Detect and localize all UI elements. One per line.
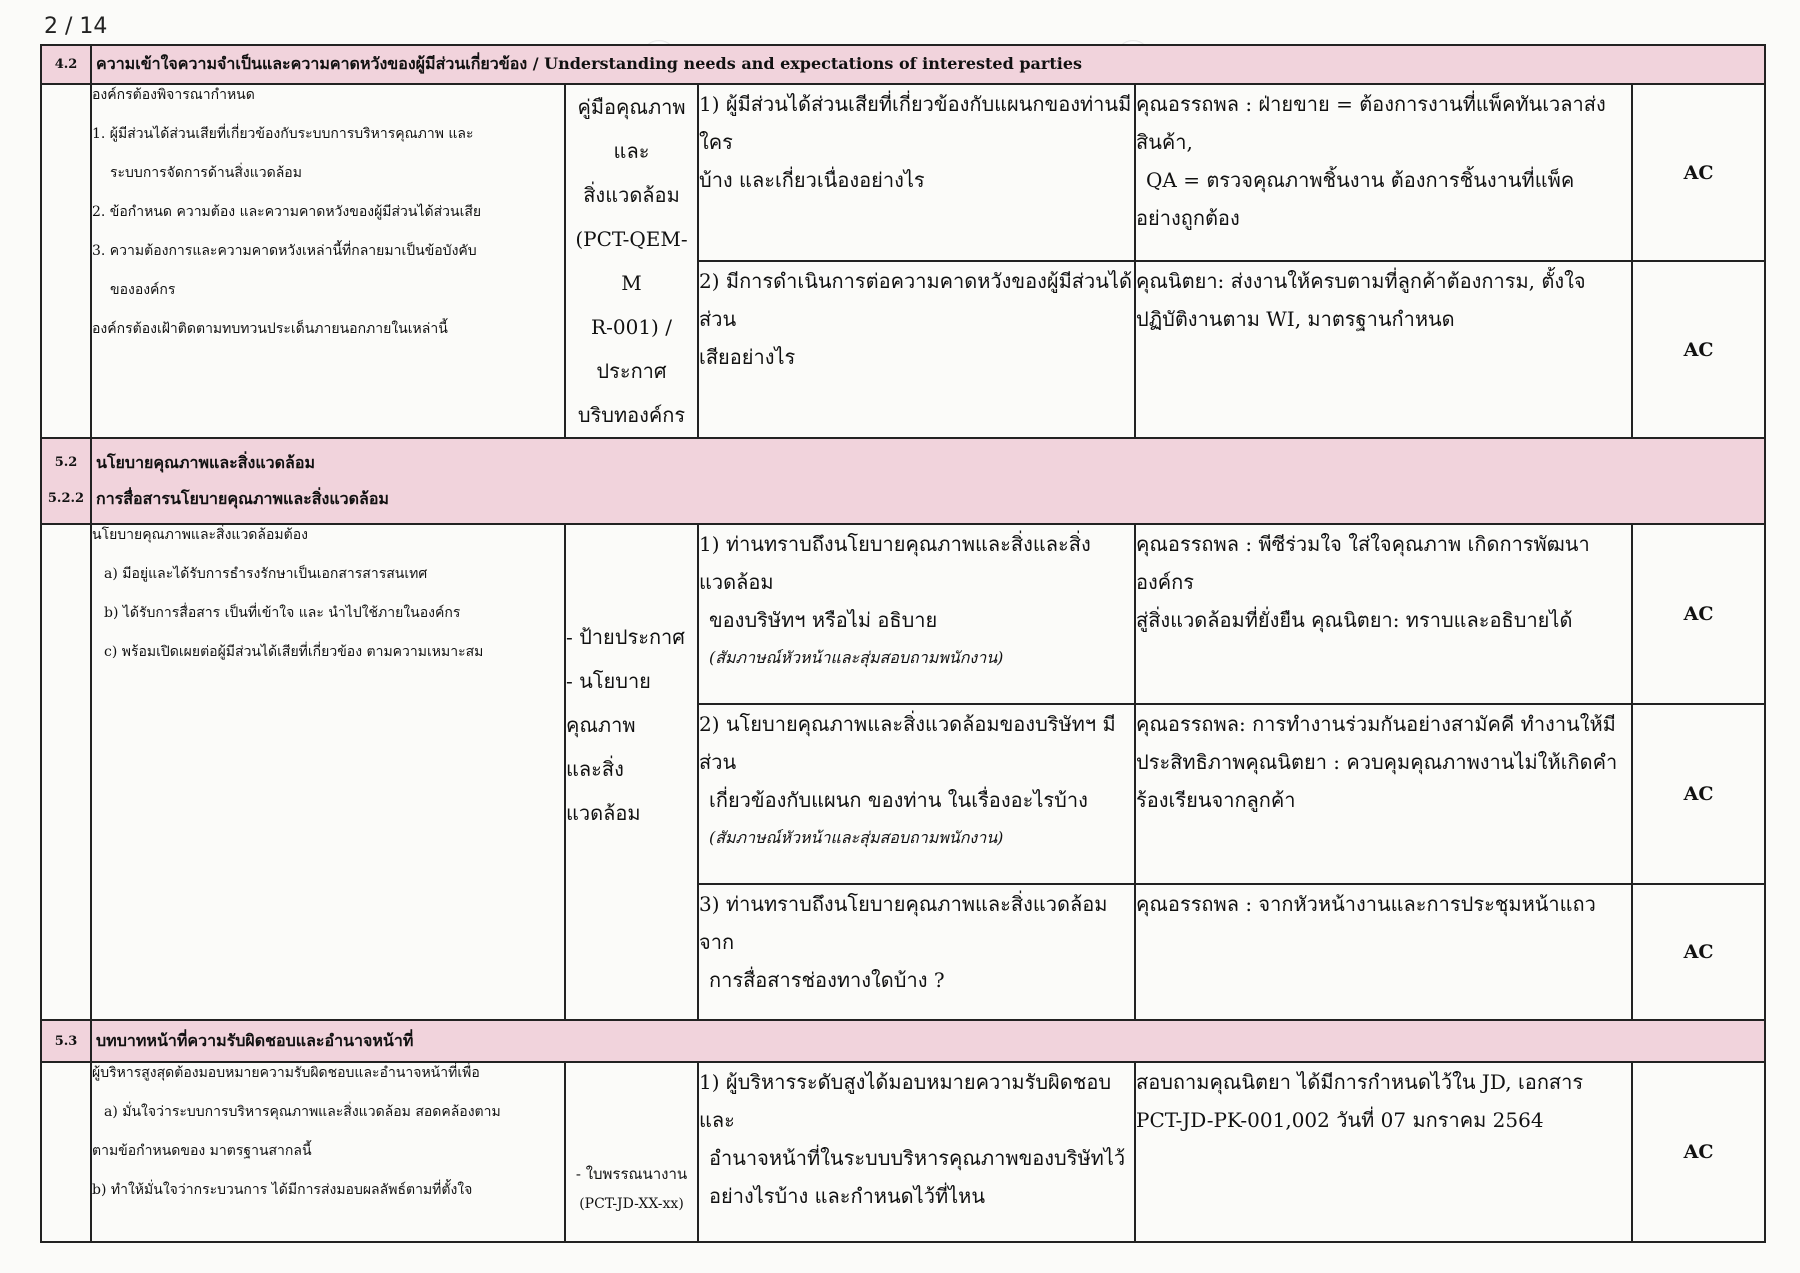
audit-question: 3) ท่านทราบถึงนโยบายคุณภาพและสิ่งแวดล้อมจาก การสื่อสารช่องทางใดบ้าง ? (698, 884, 1135, 1020)
audit-evidence: คุณอรรถพล: การทำงานร่วมกันอย่างสามัคคี ทำงานให้มี ประสิทธิภาพคุณนิตยา : ควบคุมคุณภาพงานไม่ให้เกิดคำ ร้องเรียนจากลูกค้า (1135, 704, 1632, 884)
section-title: ความเข้าใจความจำเป็นและความคาดหวังของผู้มีส่วนเกี่ยวข้อง / Understanding needs and expectations of interested parties (91, 45, 1765, 84)
section-number: 4.2 (41, 45, 91, 84)
reference-document: - ป้ายประกาศ - นโยบายคุณภาพ และสิ่งแวดล้อม (565, 524, 698, 1020)
reference-document: - ใบพรรณนางาน (PCT-JD-XX-xx) (565, 1062, 698, 1242)
audit-evidence: สอบถามคุณนิตยา ได้มีการกำหนดไว้ใน JD, เอกสาร PCT-JD-PK-001,002 วันที่ 07 มกราคม 2564 (1135, 1062, 1632, 1242)
audit-result: AC (1632, 261, 1765, 438)
audit-result: AC (1632, 1062, 1765, 1242)
audit-question: 2) นโยบายคุณภาพและสิ่งแวดล้อมของบริษัทฯ มีส่วน เกี่ยวข้องกับแผนก ของท่าน ในเรื่องอะไรบ้าง (สัมภาษณ์หัวหน้าและสุ่มสอบถามพนักงาน) (698, 704, 1135, 884)
section-title: บทบาทหน้าที่ความรับผิดชอบและอำนาจหน้าที่ (91, 1020, 1765, 1062)
section-title: นโยบายคุณภาพและสิ่งแวดล้อม การสื่อสารนโยบายคุณภาพและสิ่งแวดล้อม (91, 438, 1765, 524)
audit-question: 1) ท่านทราบถึงนโยบายคุณภาพและสิ่งและสิ่งแวดล้อม ของบริษัทฯ หรือไม่ อธิบาย (สัมภาษณ์หัวหน้าและสุ่มสอบถามพนักงาน) (698, 524, 1135, 704)
requirement-text: นโยบายคุณภาพและสิ่งแวดล้อมต้อง a) มีอยู่และได้รับการธำรงรักษาเป็นเอกสารสารสนเทศ b) ได้รับการสื่อสาร เป็นที่เข้าใจ และ นำไปใช้ภายในองค์กร c) พร้อมเปิดเผยต่อผู้มีส่วนได้เสียที่เกี่ยวข้อง ตามความเหมาะสม (91, 524, 565, 1020)
section-number: 5.2 5.2.2 (41, 438, 91, 524)
table-row (41, 524, 1765, 704)
audit-question: 1) ผู้มีส่วนได้ส่วนเสียที่เกี่ยวข้องกับแผนกของท่านมีใคร บ้าง และเกี่ยวเนื่องอย่างไร (698, 84, 1135, 261)
page-number: 2 / 14 (44, 14, 108, 39)
audit-evidence: คุณนิตยา: ส่งงานให้ครบตามที่ลูกค้าต้องการม, ตั้งใจ ปฏิบัติงานตาม WI, มาตรฐานกำหนด (1135, 261, 1632, 438)
audit-question: 1) ผู้บริหารระดับสูงได้มอบหมายความรับผิดชอบและ อำนาจหน้าที่ในระบบบริหารคุณภาพของบริษัทไว้ อย่างไรบ้าง และกำหนดไว้ที่ไหน (698, 1062, 1135, 1242)
audit-result: AC (1632, 704, 1765, 884)
requirement-text: องค์กรต้องพิจารณากำหนด 1. ผู้มีส่วนได้ส่วนเสียที่เกี่ยวข้องกับระบบการบริหารคุณภาพ และ ระบบการจัดการด้านสิ่งแวดล้อม 2. ข้อกำหนด ความต้อง และความคาดหวังของผู้มีส่วนได้ส่วนเสีย 3. ความต้องการและความคาดหวังเหล่านี้ที่กลายมาเป็นข้อบังคับ ขององค์กร องค์กรต้องเฝ้าติดตามทบทวนประเด็นภายนอกภายในเหล่านี้ (91, 84, 565, 438)
audit-result: AC (1632, 84, 1765, 261)
table-row (41, 1062, 1765, 1242)
audit-question: 2) มีการดำเนินการต่อความคาดหวังของผู้มีส่วนได้ส่วน เสียอย่างไร (698, 261, 1135, 438)
audit-result: AC (1632, 884, 1765, 1020)
section-header-5-3 (41, 1020, 1765, 1062)
reference-document: คู่มือคุณภาพ และ สิ่งแวดล้อม (PCT-QEM-M R-001) / ประกาศ บริบทองค์กร (565, 84, 698, 438)
section-header-4-2 (41, 45, 1765, 84)
audit-evidence: คุณอรรถพล : จากหัวหน้างานและการประชุมหน้าแถว (1135, 884, 1632, 1020)
section-header-5-2 (41, 438, 1765, 524)
audit-checklist-table (40, 44, 1766, 1243)
requirement-text: ผู้บริหารสูงสุดต้องมอบหมายความรับผิดชอบและอำนาจหน้าที่เพื่อ a) มั่นใจว่าระบบการบริหารคุณภาพและสิ่งแวดล้อม สอดคล้องตาม ตามข้อกำหนดของ มาตรฐานสากลนี้ b) ทำให้มั่นใจว่ากระบวนการ ได้มีการส่งมอบผลลัพธ์ตามที่ตั้งใจ (91, 1062, 565, 1242)
audit-result: AC (1632, 524, 1765, 704)
audit-evidence: คุณอรรถพล : ฝ่ายขาย = ต้องการงานที่แพ็คทันเวลาส่งสินค้า, QA = ตรวจคุณภาพชิ้นงาน ต้องการชิ้นงานที่แพ็ค อย่างถูกต้อง (1135, 84, 1632, 261)
audit-evidence: คุณอรรถพล : พีซีร่วมใจ ใส่ใจคุณภาพ เกิดการพัฒนาองค์กร สู่สิ่งแวดล้อมที่ยั่งยืน คุณนิตยา: ทราบและอธิบายได้ (1135, 524, 1632, 704)
section-number: 5.3 (41, 1020, 91, 1062)
table-row (41, 84, 1765, 261)
